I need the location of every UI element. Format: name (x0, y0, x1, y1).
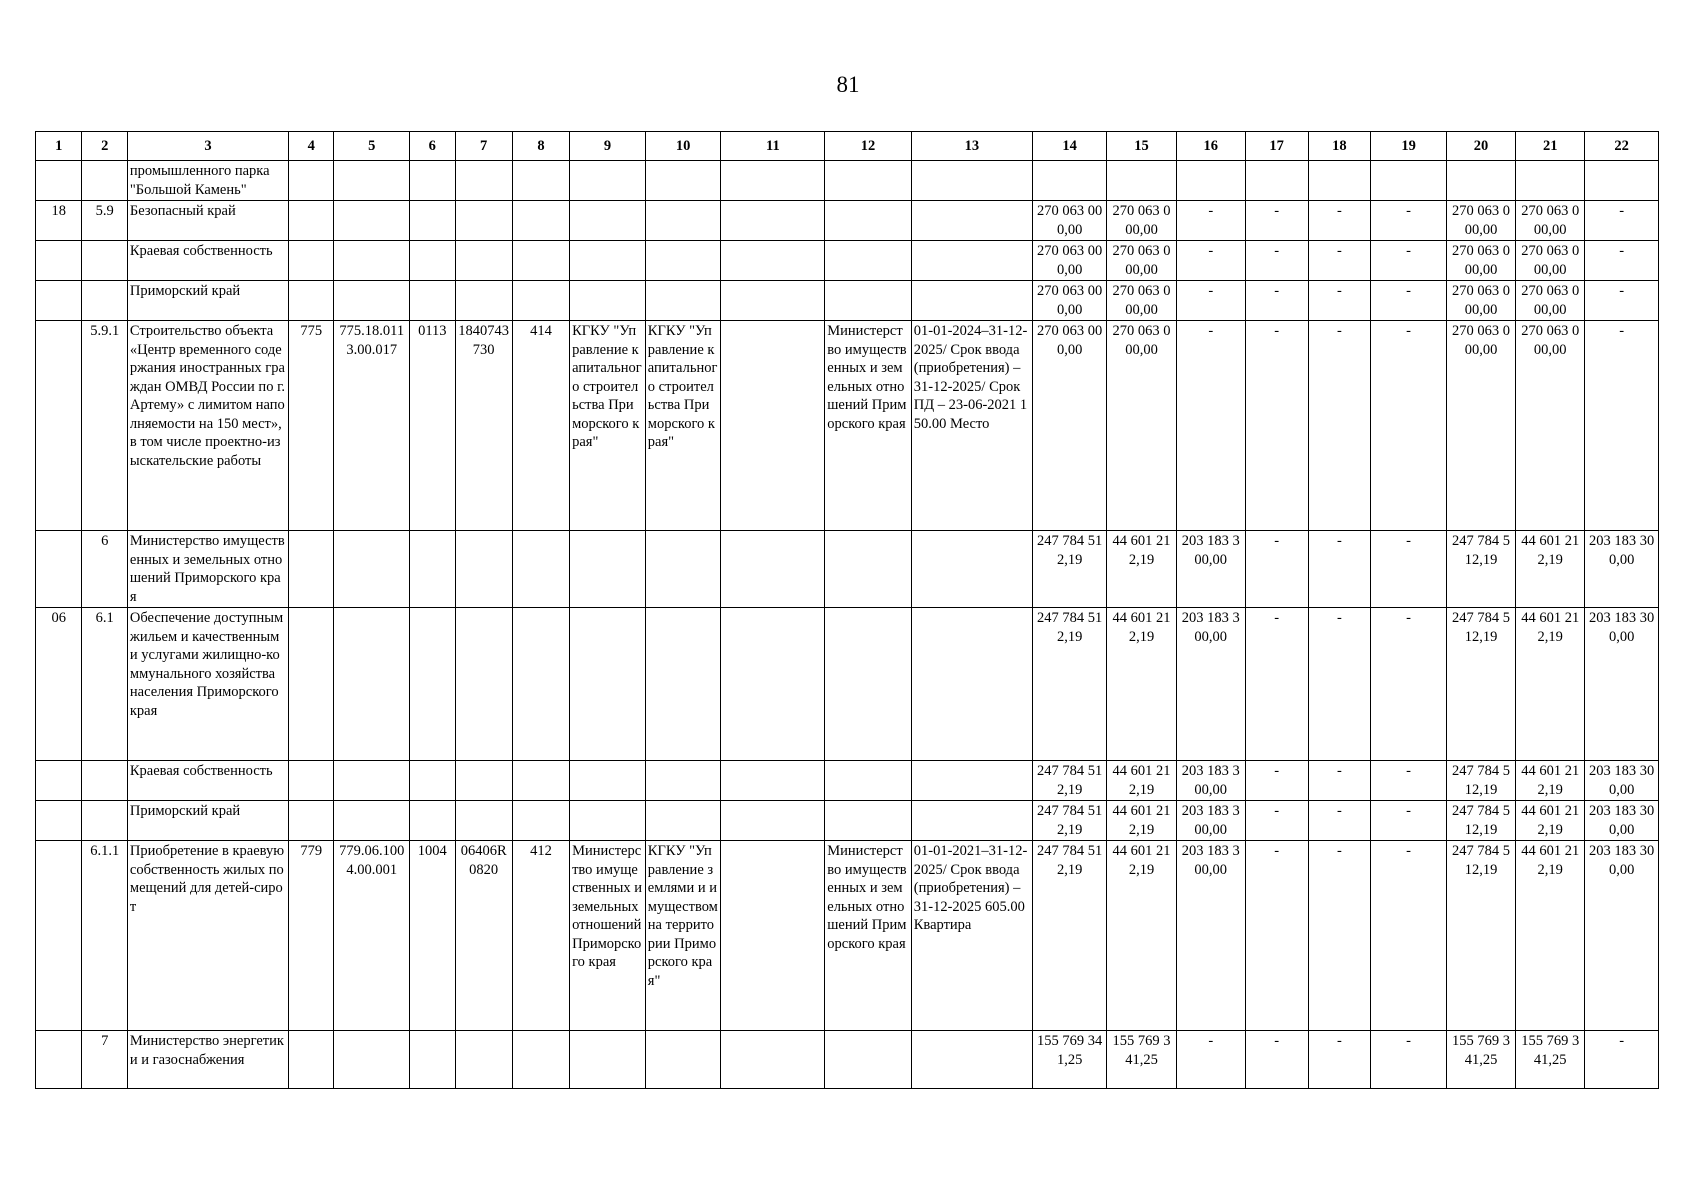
table-cell (721, 1031, 825, 1089)
column-header: 18 (1308, 132, 1371, 161)
table-cell: - (1245, 201, 1308, 241)
table-cell: 270 063 000,00 (1032, 321, 1107, 531)
table-cell: - (1371, 201, 1447, 241)
table-cell: Безопасный край (127, 201, 288, 241)
table-cell (410, 281, 455, 321)
table-cell: 155 769 341,25 (1032, 1031, 1107, 1089)
table-cell: 779 (289, 841, 334, 1031)
table-cell (334, 801, 410, 841)
table-body (36, 161, 1659, 1089)
table-cell (455, 241, 512, 281)
table-cell: Краевая собственность (127, 241, 288, 281)
table-cell (289, 201, 334, 241)
column-header: 3 (127, 132, 288, 161)
table-cell (410, 241, 455, 281)
table-cell (36, 841, 82, 1031)
table-cell (512, 1031, 569, 1089)
table-cell (289, 281, 334, 321)
header-row (36, 132, 1659, 161)
table-cell (334, 201, 410, 241)
table-cell (911, 531, 1032, 608)
table-cell (1446, 161, 1515, 201)
table-cell (455, 281, 512, 321)
table-cell (721, 761, 825, 801)
table-cell (512, 761, 569, 801)
table-cell (645, 161, 721, 201)
table-cell: - (1371, 841, 1447, 1031)
table-cell: - (1245, 531, 1308, 608)
table-cell (1032, 161, 1107, 201)
table-row (36, 841, 1659, 1031)
table-cell (570, 761, 646, 801)
table-cell (455, 801, 512, 841)
column-header: 11 (721, 132, 825, 161)
table-cell: промышленного парка "Большой Камень" (127, 161, 288, 201)
table-cell: - (1585, 321, 1659, 531)
table-cell (334, 1031, 410, 1089)
table-cell: 44 601 212,19 (1516, 531, 1585, 608)
table-cell (825, 241, 912, 281)
table-cell: 270 063 000,00 (1107, 201, 1176, 241)
column-header: 21 (1516, 132, 1585, 161)
table-cell: 247 784 512,19 (1032, 801, 1107, 841)
table-cell: 247 784 512,19 (1446, 531, 1515, 608)
table-cell: 01-01-2021–31-12-2025/ Срок ввода (приобретения) – 31-12-2025 605.00 Квартира (911, 841, 1032, 1031)
column-header: 12 (825, 132, 912, 161)
table-cell: - (1176, 241, 1245, 281)
table-cell (36, 531, 82, 608)
table-cell (721, 321, 825, 531)
column-header: 6 (410, 132, 455, 161)
table-cell: 414 (512, 321, 569, 531)
table-cell: Министерство имущественных и земельных отношений Приморского края (825, 321, 912, 531)
table-cell (645, 201, 721, 241)
table-cell (512, 241, 569, 281)
table-row (36, 161, 1659, 201)
table-cell: - (1245, 841, 1308, 1031)
table-cell: 155 769 341,25 (1446, 1031, 1515, 1089)
table-cell (911, 608, 1032, 761)
table-cell (645, 761, 721, 801)
table-cell: - (1308, 1031, 1371, 1089)
table-cell: - (1585, 241, 1659, 281)
table-cell: - (1245, 321, 1308, 531)
column-header: 13 (911, 132, 1032, 161)
table-cell: 0113 (410, 321, 455, 531)
table-cell (1585, 161, 1659, 201)
table-cell: 270 063 000,00 (1032, 281, 1107, 321)
table-cell: - (1176, 201, 1245, 241)
table-cell: - (1371, 321, 1447, 531)
table-cell: 44 601 212,19 (1516, 841, 1585, 1031)
table-cell (512, 608, 569, 761)
table-cell: 1840743730 (455, 321, 512, 531)
table-cell: 775.18.0113.00.017 (334, 321, 410, 531)
table-cell: 6.1.1 (82, 841, 127, 1031)
table-cell: 203 183 300,00 (1176, 608, 1245, 761)
table-cell (289, 1031, 334, 1089)
table-cell (911, 281, 1032, 321)
table-cell: - (1308, 241, 1371, 281)
table-cell (334, 161, 410, 201)
table-cell (721, 161, 825, 201)
column-header: 7 (455, 132, 512, 161)
column-header: 1 (36, 132, 82, 161)
table-cell: Краевая собственность (127, 761, 288, 801)
table-cell: 6.1 (82, 608, 127, 761)
table-cell: 203 183 300,00 (1585, 761, 1659, 801)
table-cell (570, 161, 646, 201)
table-cell (721, 241, 825, 281)
table-cell (825, 531, 912, 608)
table-cell: 247 784 512,19 (1446, 761, 1515, 801)
table-cell (825, 801, 912, 841)
table-cell: - (1245, 241, 1308, 281)
table-cell (410, 801, 455, 841)
table-cell: КГКУ "Управление капитального строительства Приморского края" (570, 321, 646, 531)
table-cell: 155 769 341,25 (1107, 1031, 1176, 1089)
table-row (36, 1031, 1659, 1089)
table-cell (645, 241, 721, 281)
table-cell (455, 608, 512, 761)
table-cell (911, 801, 1032, 841)
table-cell: 270 063 000,00 (1446, 281, 1515, 321)
table-cell (570, 241, 646, 281)
table-cell (82, 281, 127, 321)
table-cell: 7 (82, 1031, 127, 1089)
column-header: 5 (334, 132, 410, 161)
table-cell (645, 801, 721, 841)
column-header: 15 (1107, 132, 1176, 161)
table-cell (334, 761, 410, 801)
table-cell: 412 (512, 841, 569, 1031)
table-cell: Приморский край (127, 281, 288, 321)
table-cell (825, 761, 912, 801)
table-cell: 06406R0820 (455, 841, 512, 1031)
table-cell (410, 201, 455, 241)
table-cell: 270 063 000,00 (1032, 241, 1107, 281)
table-cell (645, 281, 721, 321)
table-cell (36, 241, 82, 281)
table-cell (82, 161, 127, 201)
table-cell (825, 161, 912, 201)
table-cell: 247 784 512,19 (1032, 761, 1107, 801)
table-cell (334, 281, 410, 321)
table-cell: 270 063 000,00 (1516, 201, 1585, 241)
table-cell: 270 063 000,00 (1446, 201, 1515, 241)
table-cell: - (1245, 281, 1308, 321)
table-cell (289, 761, 334, 801)
table-cell: 44 601 212,19 (1107, 761, 1176, 801)
table-cell (911, 241, 1032, 281)
table-row (36, 761, 1659, 801)
table-cell: 6 (82, 531, 127, 608)
table-cell: 247 784 512,19 (1032, 608, 1107, 761)
table-cell (570, 281, 646, 321)
table-cell: 203 183 300,00 (1585, 531, 1659, 608)
table-cell: - (1371, 608, 1447, 761)
table-cell: Обеспечение доступным жильем и качественными услугами жилищно-коммунального хозяйства населения Приморского края (127, 608, 288, 761)
table-cell (334, 608, 410, 761)
table-row (36, 201, 1659, 241)
table-cell: - (1371, 801, 1447, 841)
table-cell: Приобретение в краевую собственность жилых помещений для детей-сирот (127, 841, 288, 1031)
table-cell (455, 531, 512, 608)
table-cell: 203 183 300,00 (1585, 608, 1659, 761)
table-cell: 5.9.1 (82, 321, 127, 531)
table-cell (570, 531, 646, 608)
table-cell (512, 281, 569, 321)
table-cell (825, 1031, 912, 1089)
table-cell (512, 161, 569, 201)
table-cell: 270 063 000,00 (1446, 241, 1515, 281)
column-header: 9 (570, 132, 646, 161)
table-cell: 44 601 212,19 (1107, 841, 1176, 1031)
budget-table (35, 131, 1659, 1089)
table-cell: 247 784 512,19 (1446, 608, 1515, 761)
table-cell: - (1308, 201, 1371, 241)
table-cell (570, 801, 646, 841)
column-header: 8 (512, 132, 569, 161)
table-cell: - (1176, 321, 1245, 531)
table-cell: 247 784 512,19 (1446, 841, 1515, 1031)
table-cell: - (1308, 608, 1371, 761)
table-cell: 1004 (410, 841, 455, 1031)
table-cell (82, 801, 127, 841)
table-cell: - (1585, 281, 1659, 321)
table-cell (289, 161, 334, 201)
table-cell: - (1308, 801, 1371, 841)
table-cell: 270 063 000,00 (1032, 201, 1107, 241)
table-cell (36, 1031, 82, 1089)
table-cell (1107, 161, 1176, 201)
table-cell (570, 608, 646, 761)
table-cell: 247 784 512,19 (1032, 841, 1107, 1031)
table-cell: 203 183 300,00 (1585, 801, 1659, 841)
table-cell (721, 531, 825, 608)
table-cell (512, 201, 569, 241)
table-cell (289, 241, 334, 281)
table-cell: Строительство объекта «Центр временного содержания иностранных граждан ОМВД России по г. Артему» с лимитом наполняемости на 150 мест», в том числе проектно-изыскательские работы (127, 321, 288, 531)
table-cell (911, 201, 1032, 241)
table-cell (410, 161, 455, 201)
table-cell: 5.9 (82, 201, 127, 241)
column-header: 17 (1245, 132, 1308, 161)
page-number: 81 (836, 72, 860, 97)
table-cell: - (1308, 281, 1371, 321)
table-cell (455, 161, 512, 201)
table-cell (721, 201, 825, 241)
table-cell: - (1308, 321, 1371, 531)
table-cell (1516, 161, 1585, 201)
table-row (36, 281, 1659, 321)
table-cell: 203 183 300,00 (1176, 801, 1245, 841)
table-cell (721, 801, 825, 841)
table-cell: Министерство имущественных и земельных отношений Приморского края (127, 531, 288, 608)
table-row (36, 801, 1659, 841)
table-cell: 270 063 000,00 (1107, 321, 1176, 531)
table-cell: 270 063 000,00 (1516, 241, 1585, 281)
table-cell: Министерство имущественных и земельных отношений Приморского края (825, 841, 912, 1031)
table-cell: - (1371, 761, 1447, 801)
table-cell (334, 531, 410, 608)
table-cell: 270 063 000,00 (1107, 281, 1176, 321)
table-cell (512, 531, 569, 608)
table-cell: - (1371, 241, 1447, 281)
table-cell (1308, 161, 1371, 201)
table-cell: - (1371, 1031, 1447, 1089)
table-cell (455, 761, 512, 801)
table-row (36, 531, 1659, 608)
table-row (36, 608, 1659, 761)
table-cell: 775 (289, 321, 334, 531)
table-cell: - (1245, 608, 1308, 761)
table-cell (289, 801, 334, 841)
table-cell: 01-01-2024–31-12-2025/ Срок ввода (приобретения) – 31-12-2025/ Срок ПД – 23-06-2021 150.00 Место (911, 321, 1032, 531)
table-cell: 44 601 212,19 (1107, 531, 1176, 608)
table-cell (36, 801, 82, 841)
table-cell (645, 608, 721, 761)
table-cell: КГКУ "Управление землями и имуществом на территории Приморского края" (645, 841, 721, 1031)
table-cell: - (1245, 761, 1308, 801)
table-cell (1371, 161, 1447, 201)
table-cell: КГКУ "Управление капитального строительства Приморского края" (645, 321, 721, 531)
table-cell: 44 601 212,19 (1107, 801, 1176, 841)
column-header: 4 (289, 132, 334, 161)
table-cell: - (1308, 531, 1371, 608)
table-cell: 44 601 212,19 (1516, 801, 1585, 841)
table-cell (289, 531, 334, 608)
table-cell: 44 601 212,19 (1516, 761, 1585, 801)
table-cell: 270 063 000,00 (1516, 321, 1585, 531)
table-cell (410, 1031, 455, 1089)
table-cell (645, 1031, 721, 1089)
table-cell: 18 (36, 201, 82, 241)
table-cell (334, 241, 410, 281)
table-cell (825, 608, 912, 761)
table-cell: 203 183 300,00 (1176, 841, 1245, 1031)
column-header: 14 (1032, 132, 1107, 161)
table-cell (570, 1031, 646, 1089)
table-cell: 247 784 512,19 (1446, 801, 1515, 841)
table-cell (36, 281, 82, 321)
table-row (36, 321, 1659, 531)
table-cell: 44 601 212,19 (1107, 608, 1176, 761)
table-cell: - (1308, 761, 1371, 801)
table-cell: - (1371, 281, 1447, 321)
table-cell: Приморский край (127, 801, 288, 841)
table-cell: - (1245, 801, 1308, 841)
table-cell: 44 601 212,19 (1516, 608, 1585, 761)
column-header: 22 (1585, 132, 1659, 161)
table-cell (825, 201, 912, 241)
table-cell (721, 608, 825, 761)
table-cell (410, 531, 455, 608)
table-cell (1245, 161, 1308, 201)
table-cell (455, 1031, 512, 1089)
table-cell (911, 761, 1032, 801)
table-cell: 270 063 000,00 (1446, 321, 1515, 531)
table-cell: 203 183 300,00 (1176, 761, 1245, 801)
table-cell (512, 801, 569, 841)
table-cell (570, 201, 646, 241)
table-cell (825, 281, 912, 321)
table-cell: 247 784 512,19 (1032, 531, 1107, 608)
table-cell (721, 281, 825, 321)
table-cell (645, 531, 721, 608)
table-cell: 270 063 000,00 (1516, 281, 1585, 321)
table-cell: - (1371, 531, 1447, 608)
table-cell: - (1308, 841, 1371, 1031)
table-cell: - (1585, 1031, 1659, 1089)
table-cell (410, 761, 455, 801)
table-cell (36, 761, 82, 801)
column-header: 2 (82, 132, 127, 161)
column-header: 20 (1446, 132, 1515, 161)
table-cell: - (1176, 281, 1245, 321)
table-cell: - (1585, 201, 1659, 241)
table-cell (455, 201, 512, 241)
column-header: 16 (1176, 132, 1245, 161)
column-header: 10 (645, 132, 721, 161)
table-cell (289, 608, 334, 761)
table-cell: 270 063 000,00 (1107, 241, 1176, 281)
table-cell (82, 761, 127, 801)
table-cell: 203 183 300,00 (1176, 531, 1245, 608)
table-cell: - (1245, 1031, 1308, 1089)
table-cell: 155 769 341,25 (1516, 1031, 1585, 1089)
column-header: 19 (1371, 132, 1447, 161)
table-cell (82, 241, 127, 281)
table-cell (36, 161, 82, 201)
table-cell: Министерство имущественных и земельных отношений Приморского края (570, 841, 646, 1031)
table-cell: Министерство энергетики и газоснабжения (127, 1031, 288, 1089)
table-cell: 779.06.1004.00.001 (334, 841, 410, 1031)
table-cell (36, 321, 82, 531)
table-cell: 06 (36, 608, 82, 761)
table-cell (911, 161, 1032, 201)
table-cell: 203 183 300,00 (1585, 841, 1659, 1031)
table-cell (1176, 161, 1245, 201)
table-row (36, 241, 1659, 281)
table-cell (721, 841, 825, 1031)
table-cell: - (1176, 1031, 1245, 1089)
table-cell (410, 608, 455, 761)
table-cell (911, 1031, 1032, 1089)
